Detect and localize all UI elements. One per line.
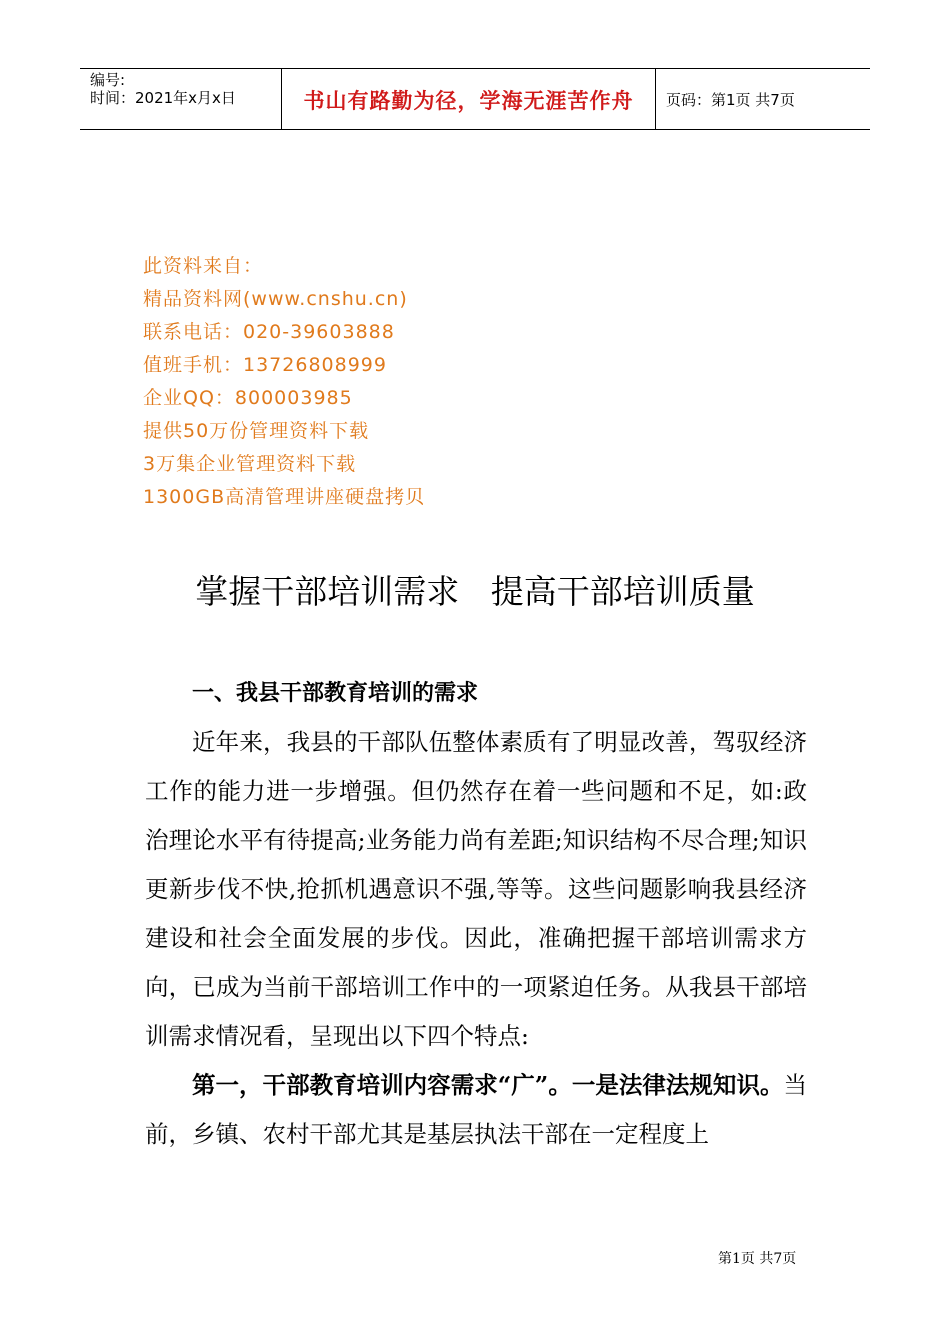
- document-date-label: 时间：2021年x月x日: [90, 89, 236, 107]
- promo-line: 企业QQ：800003985: [143, 387, 353, 409]
- header-page-number: 页码：第1页 共7页: [666, 91, 795, 109]
- header-page-cell: [656, 69, 870, 129]
- promo-line: 联系电话：020-39603888: [143, 321, 395, 343]
- body-paragraph: 近年来，我县的干部队伍整体素质有了明显改善，驾驭经济工作的能力进一步增强。但仍然存在着一些问题和不足，如:政治理论水平有待提高;业务能力尚有差距;知识结构不尽合理;知识更新步伐不快,抢抓机遇意识不强,等等。这些问题影响我县经济建设和社会全面发展的步伐。因此，准确把握干部培训需求方向，已成为当前干部培训工作中的一项紧迫任务。从我县干部培训需求情况看，呈现出以下四个特点:: [145, 728, 807, 1050]
- promo-block: [143, 250, 643, 514]
- header-motto: 书山有路勤为径，学海无涯苦作舟: [303, 89, 634, 113]
- paragraph-text: 当前，乡镇、农村干部尤其是基层执法干部在一定程度上: [145, 1071, 807, 1148]
- document-header: [80, 68, 870, 130]
- footer-page-number: 第1页 共7页: [718, 1251, 797, 1267]
- promo-line: 值班手机：13726808999: [143, 354, 387, 376]
- document-title: 掌握干部培训需求 提高干部培训质量: [195, 572, 755, 611]
- header-info-cell: [80, 69, 280, 129]
- document-body: [145, 718, 807, 1159]
- header-motto-cell: [281, 69, 656, 129]
- body-paragraph: [145, 1061, 807, 1159]
- promo-line: 精品资料网(www.cnshu.cn): [143, 288, 408, 310]
- promo-line: 此资料来自：: [143, 255, 264, 277]
- document-code-label: 编号:: [90, 71, 126, 89]
- paragraph-lead-bold: 第一，干部教育培训内容需求“广”。一是法律法规知识。: [192, 1071, 784, 1099]
- promo-line: 3万集企业管理资料下载: [143, 453, 357, 475]
- promo-line: 提供50万份管理资料下载: [143, 420, 370, 442]
- promo-line: 1300GB高清管理讲座硬盘拷贝: [143, 486, 426, 508]
- section-heading: 一、我县干部教育培训的需求: [192, 681, 479, 706]
